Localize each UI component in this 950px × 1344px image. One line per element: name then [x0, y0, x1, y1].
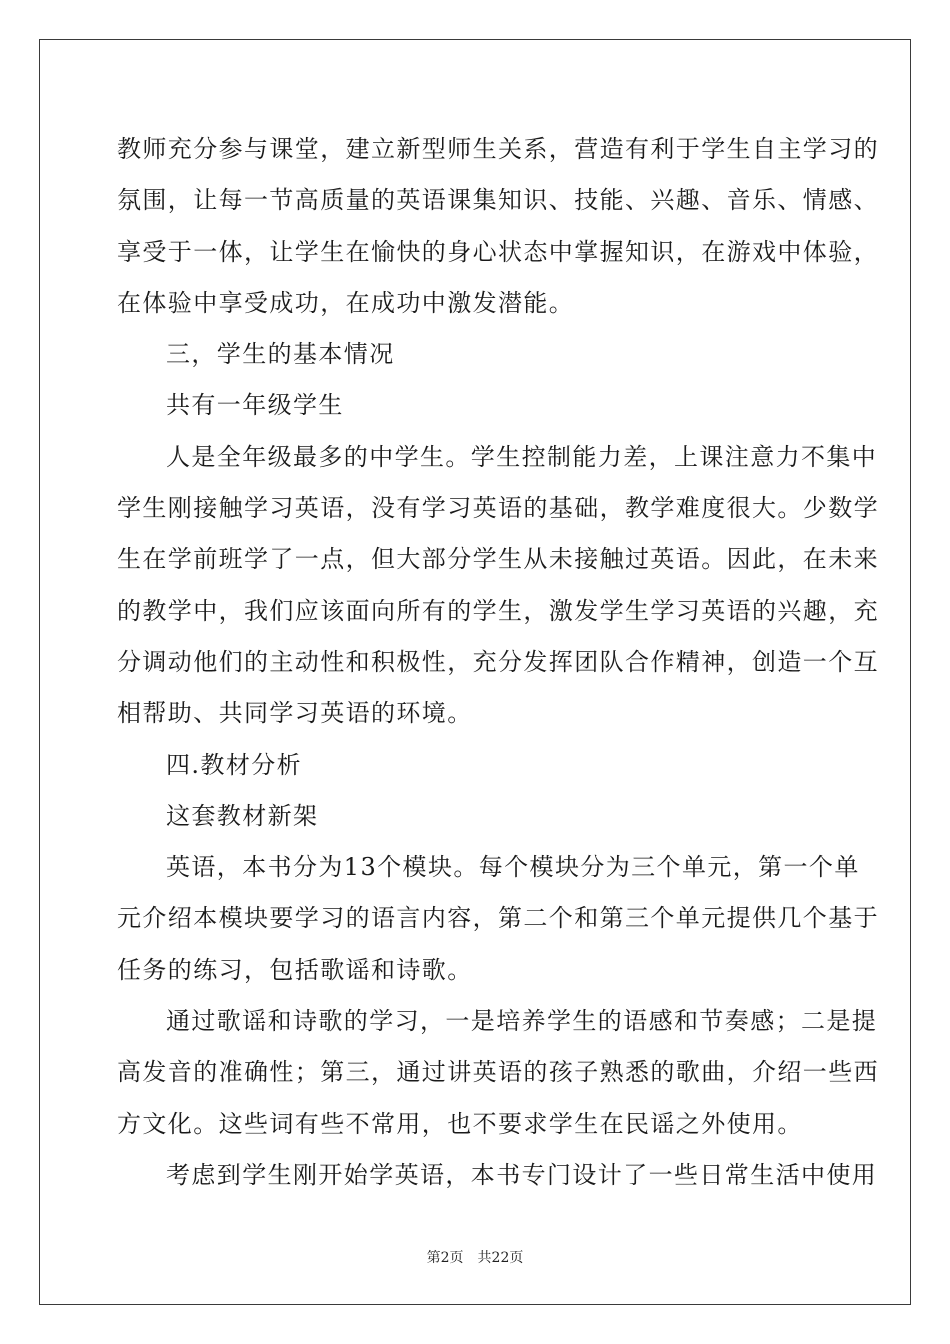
- text-line: 氛围，让每一节高质量的英语课集知识、技能、兴趣、音乐、情感、: [117, 186, 879, 215]
- text-line: 分调动他们的主动性和积极性，充分发挥团队合作精神，创造一个互: [117, 647, 879, 676]
- text-line: 教师充分参与课堂，建立新型师生关系，营造有利于学生自主学习的: [117, 135, 879, 163]
- text-line: 的教学中，我们应该面向所有的学生，激发学生学习英语的兴趣，充: [117, 596, 879, 625]
- section-heading: 四.教材分析: [166, 750, 303, 779]
- text-line: 元介绍本模块要学习的语言内容，第二个和第三个单元提供几个基于: [117, 904, 879, 933]
- text-line: 高发音的准确性；第三，通过讲英语的孩子熟悉的歌曲，介绍一些西: [117, 1058, 879, 1087]
- text-line: 享受于一体，让学生在愉快的身心状态中掌握知识，在游戏中体验，: [117, 237, 879, 266]
- page-footer: [0, 1247, 950, 1267]
- text-line: 任务的练习，包括歌谣和诗歌。: [117, 955, 473, 984]
- text-line: 方文化。这些词有些不常用，也不要求学生在民谣之外使用。: [117, 1109, 803, 1138]
- text-line: 在体验中享受成功，在成功中激发潜能。: [117, 288, 575, 317]
- text-line: 人是全年级最多的中学生。学生控制能力差，上课注意力不集中: [166, 442, 878, 471]
- text-line: 共有一年级学生: [166, 391, 344, 420]
- text-line: 考虑到学生刚开始学英语，本书专门设计了一些日常生活中使用: [166, 1160, 878, 1189]
- page-total: 共22页: [477, 1250, 524, 1266]
- text-line: 英语，本书分为13个模块。每个模块分为三个单元，第一个单: [166, 853, 860, 882]
- text-line: 学生刚接触学习英语，没有学习英语的基础，教学难度很大。少数学: [117, 494, 879, 523]
- text-line: 通过歌谣和诗歌的学习，一是培养学生的语感和节奏感；二是提: [166, 1007, 878, 1036]
- page-number: 第2页: [426, 1250, 464, 1266]
- text-line: 这套教材新架: [166, 801, 319, 830]
- section-heading: 三，学生的基本情况: [166, 340, 395, 369]
- text-line: 相帮助、共同学习英语的环境。: [117, 699, 473, 728]
- document-body: [117, 124, 879, 1201]
- text-line: 生在学前班学了一点，但大部分学生从未接触过英语。因此，在未来: [117, 545, 879, 574]
